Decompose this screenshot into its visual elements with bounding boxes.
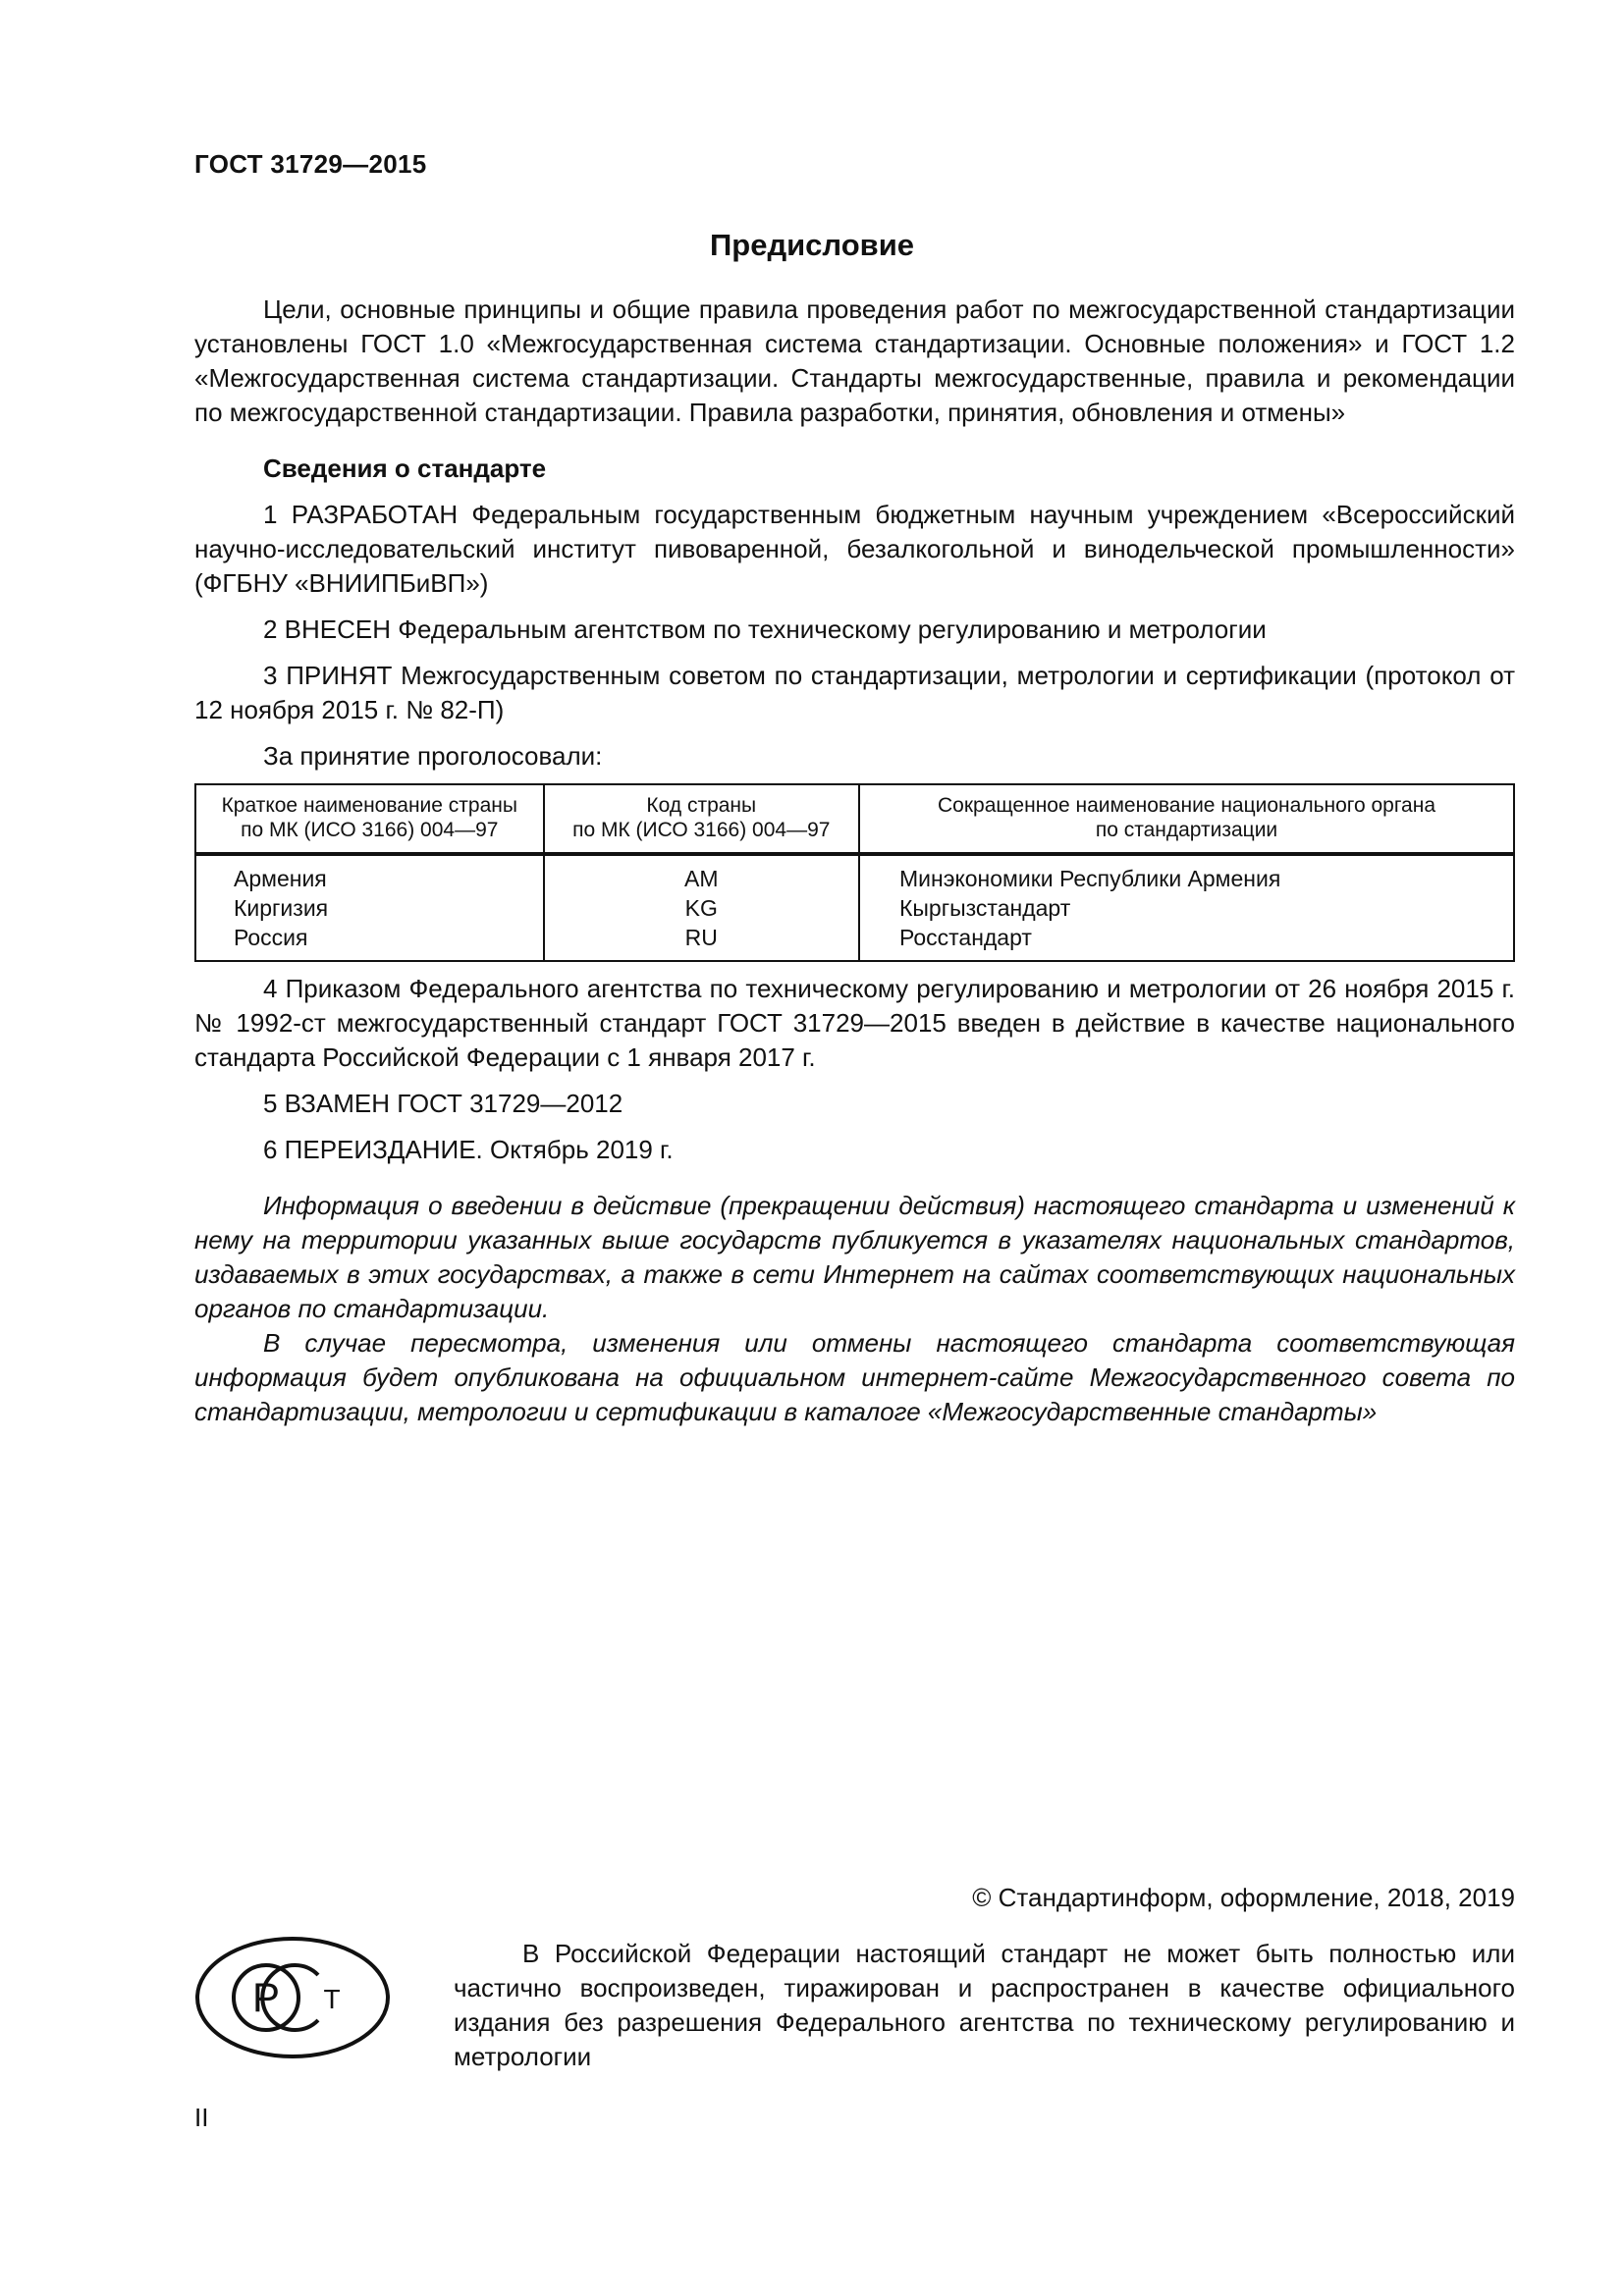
country-cell: Армения: [195, 854, 544, 893]
body-cell: Минэкономики Республики Армения: [859, 854, 1514, 893]
header-code-line2: по МК (ИСО 3166) 004—97: [572, 819, 831, 841]
notes-block: [194, 1189, 1515, 1429]
table-header-country: [195, 784, 544, 854]
note-paragraph: Информация о введении в действие (прекращении действия) настоящего стандарта и изменений к нему на территории указанных выше государств публикуется в указателях национальных стандартов, издаваемых в этих государствах, а также в сети Интернет на сайтах соответствующих национальных органов по стандартизации.: [194, 1191, 1515, 1323]
rst-logo-icon: [194, 1936, 391, 2059]
standard-code-header: ГОСТ 31729—2015: [194, 149, 427, 179]
code-cell: AM: [544, 854, 859, 893]
table-header-row: [195, 784, 1514, 854]
item-introduced: 2 ВНЕСЕН Федеральным агентством по техническому регулированию и метрологии: [263, 614, 1267, 644]
country-cell: Киргизия: [195, 893, 544, 923]
document-body: [194, 293, 1515, 1429]
intro-paragraph: Цели, основные принципы и общие правила проведения работ по межгосударственной стандартизации установлены ГОСТ 1.0 «Межгосударственная система стандартизации. Основные положения» и ГОСТ 1.2 «Межгосударственная система стандартизации. Стандарты межгосударственные, правила и рекомендации по межгосударственной стандартизации. Правила разработки, принятия, обновления и отмены»: [194, 294, 1515, 427]
item-adopted: 3 ПРИНЯТ Межгосударственным советом по стандартизации, метрологии и сертификации (протокол от 12 ноября 2015 г. № 82-П): [194, 661, 1515, 724]
svg-text:Р: Р: [251, 1974, 281, 2020]
header-body-line2: по стандартизации: [1095, 819, 1278, 841]
item-order: 4 Приказом Федерального агентства по техническому регулированию и метрологии от 26 ноября 2015 г. № 1992-ст межгосударственный стандарт ГОСТ 31729—2015 введен в действие в качестве национального стандарта Российской Федерации с 1 января 2017 г.: [194, 974, 1515, 1072]
body-cell: Кыргызстандарт: [859, 893, 1514, 923]
header-country-line2: по МК (ИСО 3166) 004—97: [241, 819, 499, 841]
header-country-line1: Краткое наименование страны: [221, 794, 517, 817]
legal-notice: В Российской Федерации настоящий стандарт не может быть полностью или частично воспроизведен, тиражирован и распространен в качестве официального издания без разрешения Федерального агентства по техническому регулированию и метрологии: [454, 1939, 1515, 2071]
note-paragraph: В случае пересмотра, изменения или отмены настоящего стандарта соответствующая информация будет опубликована на официальном интернет-сайте Межгосударственного совета по стандартизации, метрологии и сертификации в каталоге «Межгосударственные стандарты»: [194, 1328, 1515, 1426]
svg-text:Т: Т: [323, 1984, 341, 2014]
header-code-line1: Код страны: [646, 794, 757, 817]
info-heading: Сведения о стандарте: [263, 454, 547, 483]
table-row: [195, 923, 1514, 961]
page-title: Предисловие: [709, 228, 914, 262]
table-header-body: [859, 784, 1514, 854]
header-body-line1: Сокращенное наименование национального органа: [937, 794, 1436, 817]
item-reissue: 6 ПЕРЕИЗДАНИЕ. Октябрь 2019 г.: [263, 1135, 674, 1164]
body-cell: Росстандарт: [859, 923, 1514, 961]
table-header-code: [544, 784, 859, 854]
table-row: [195, 893, 1514, 923]
code-cell: RU: [544, 923, 859, 961]
item-replaces: 5 ВЗАМЕН ГОСТ 31729—2012: [263, 1089, 623, 1118]
copyright-line: © Стандартинформ, оформление, 2018, 2019: [972, 1883, 1515, 1912]
voting-intro: За принятие проголосовали:: [263, 741, 603, 771]
code-cell: KG: [544, 893, 859, 923]
country-cell: Россия: [195, 923, 544, 961]
page-number: II: [194, 2103, 209, 2132]
item-developed: 1 РАЗРАБОТАН Федеральным государственным бюджетным научным учреждением «Всероссийский научно-исследовательский институт пивоваренной, безалкогольной и винодельческой промышленности» (ФГБНУ «ВНИИПБиВП»): [194, 500, 1515, 598]
table-row: [195, 854, 1514, 893]
voting-table: [194, 783, 1515, 962]
